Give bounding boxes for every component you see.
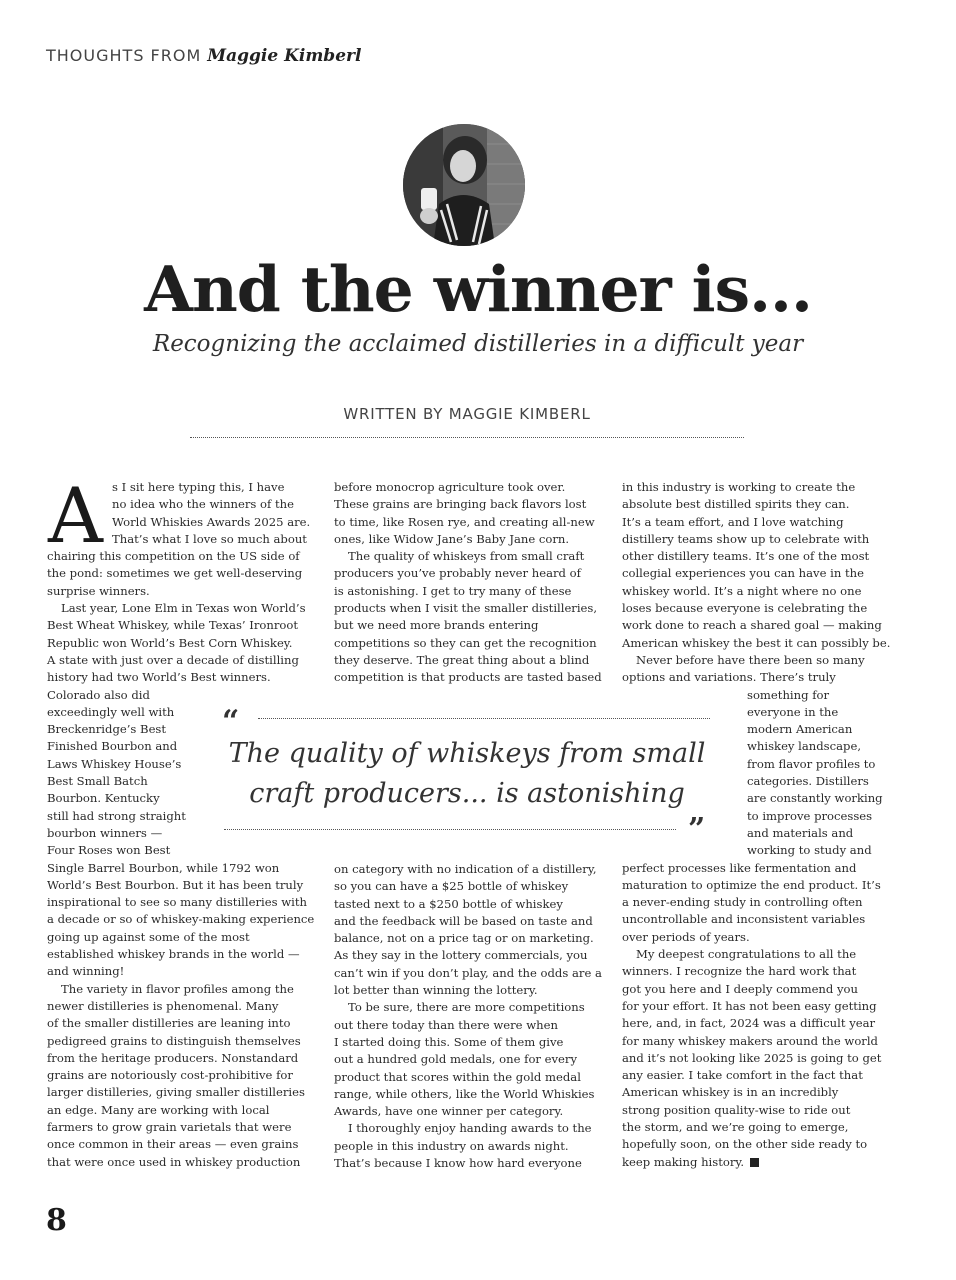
text-line: and materials and [747,825,854,840]
text-line: Single Barrel Bourbon, while 1792 won [47,860,280,875]
text-line: going up against some of the most [47,929,250,944]
text-line: got you here and I deeply commend you [622,981,858,996]
text-line: competition is that products are tasted based [334,670,602,685]
text-line: product that scores within the gold medal [334,1069,581,1084]
text-line: grains are notoriously cost-prohibitive for [47,1068,293,1083]
text-line: World’s Best Bourbon. But it has been truly [47,877,304,892]
text-line: for many whiskey makers around the world [622,1033,878,1048]
text-line: larger distilleries, giving smaller distilleries [47,1085,305,1100]
text-line: Best Small Batch [47,774,148,789]
text-line: whiskey landscape, [747,739,862,754]
text-line: products when I visit the smaller distilleries, [334,601,598,616]
text-line: s I sit here typing this, I have [112,480,285,494]
text-line: Bourbon. Kentucky [47,791,160,806]
text-line: before monocrop agriculture took over. [334,480,566,494]
text-line: Breckenridge’s Best [47,722,167,737]
text-line: winners. I recognize the hard work that [622,964,857,979]
text-line: Best Wheat Whiskey, while Texas’ Ironroot [47,618,299,633]
text-line: the pond: sometimes we get well-deserving [47,566,303,581]
text-line: other distillery teams. It’s one of the most [622,549,870,564]
text-line: exceedingly well with [47,704,175,719]
text-line: Finished Bourbon and [47,739,178,754]
text-line: producers you’ve probably never heard of [334,566,581,581]
text-line: Laws Whiskey House’s [47,756,182,771]
pull-quote-line: The quality of whiskeys from small [228,738,706,769]
text-line: perfect processes like fermentation and [622,860,857,875]
drop-cap: A [48,471,103,560]
text-line: Colorado also did [47,687,150,702]
column-1 [47,471,315,1171]
text-line: to time, like Rosen rye, and creating all-new [334,514,595,529]
text-line: can’t win if you don’t play, and the odds are a [334,965,602,980]
byline: WRITTEN BY MAGGIE KIMBERL [343,405,591,423]
text-line: newer distilleries is phenomenal. Many [47,998,279,1013]
text-line: something for [747,687,830,702]
text-line: and winning! [47,964,125,979]
text-line: for your effort. It has not been easy getting [622,998,877,1013]
text-line: ones, like Widow Jane’s Baby Jane corn. [334,531,570,546]
column-2-top [334,479,602,687]
text-line: here, and, in fact, 2024 was a difficult year [622,1016,876,1031]
text-line: from the heritage producers. Nonstandard [47,1050,299,1065]
article-subtitle: Recognizing the acclaimed distilleries in a difficult year [152,331,804,357]
text-line: balance, not on a price tag or on marketing. [334,931,594,946]
text-line: people in this industry on awards night. [334,1138,569,1153]
text-line: inspirational to see so many distilleries with [47,895,307,910]
text-line: bourbon winners — [47,825,163,840]
text-line: that were once used in whiskey production [47,1154,301,1169]
kicker-author: Maggie Kimberl [207,46,362,66]
text-line: a decade or so of whiskey-making experience [47,912,315,927]
pull-quote-rule-bottom [224,829,676,830]
text-line: so you can have a $25 bottle of whiskey [334,879,569,894]
text-line: working to study and [747,843,872,858]
text-line: uncontrollable and inconsistent variables [622,912,866,927]
text-line: from flavor profiles to [747,756,876,771]
kicker-label: THOUGHTS FROM [46,46,202,65]
text-line: farmers to grow grain varietals that were [47,1119,292,1134]
text-line: The variety in flavor profiles among the [61,981,294,996]
text-line: they deserve. The great thing about a blind [334,652,590,667]
text-line: the storm, and we’re going to emerge, [622,1119,849,1134]
text-line: but we need more brands entering [334,618,539,633]
text-line: competitions so they can get the recognition [334,635,597,650]
text-line: I thoroughly enjoy handing awards to the [348,1121,592,1136]
text-line: These grains are bringing back flavors lost [334,497,587,512]
text-line: The quality of whiskeys from small craft [348,549,585,564]
text-line: Awards, have one winner per category. [334,1104,564,1119]
text-line: to improve processes [747,808,873,823]
column-3 [622,479,890,1171]
text-line: My deepest congratulations to all the [636,947,857,962]
text-line: lot better than winning the lottery. [334,983,538,998]
text-line: distillery teams show up to celebrate with [622,531,870,546]
text-line: in this industry is working to create the [622,480,856,494]
last-text-line [622,1154,890,1171]
text-line: American whiskey is in an incredibly [622,1085,839,1100]
text-line: Four Roses won Best [47,843,171,858]
text-line: absolute best distilled spirits they can. [622,497,850,512]
text-line: categories. Distillers [747,774,869,789]
text-line: That’s because I know how hard everyone [334,1156,582,1171]
text-line: collegial experiences you can have in the [622,566,864,581]
text-line: no idea who the winners of the [112,497,294,512]
text-line: options and variations. There’s truly [622,670,836,685]
text-line: Never before have there been so many [636,652,865,667]
text-line: whiskey world. It’s a night where no one [622,583,862,598]
text-line: World Whiskies Awards 2025 are. [112,514,311,529]
text-line: That’s what I love so much about [112,531,307,546]
text-line: once common in their areas — even grains [47,1137,299,1152]
text-line: pedigreed grains to distinguish themselves [47,1033,301,1048]
text-line: out a hundred gold medals, one for every [334,1052,578,1067]
text-line: surprise winners. [47,583,150,598]
text-line: an edge. Many are working with local [47,1102,270,1117]
text-line: Republic won World’s Best Corn Whiskey. [47,635,293,650]
text-line: and it’s not looking like 2025 is going to get [622,1050,882,1065]
text-line: Last year, Lone Elm in Texas won World’s [61,601,306,616]
text-line: are constantly working [747,791,883,806]
text-line: a never-ending study in controlling often [622,895,863,910]
text-line: maturation to optimize the end product. It’s [622,877,881,892]
section-kicker [46,46,361,66]
pull-quote-open-mark: “ [222,704,240,739]
article-title: And the winner is... [144,252,812,326]
text-line: strong position quality-wise to ride out [622,1102,851,1117]
text-line: of the smaller distilleries are leaning into [47,1016,291,1031]
text-line: on category with no indication of a distillery, [334,862,597,876]
text-line: It’s a team effort, and I love watching [622,514,844,529]
page-number: 8 [46,1203,67,1238]
text-line: modern American [747,722,853,737]
text-line: any easier. I take comfort in the fact that [622,1068,863,1083]
text-line: is astonishing. I get to try many of these [334,583,572,598]
byline-divider [190,437,744,438]
text-line: everyone in the [747,704,839,719]
text-line: A state with just over a decade of distilling [47,652,299,667]
text-line: loses because everyone is celebrating the [622,601,868,616]
pull-quote-close-mark: ” [688,812,706,847]
text-line: hopefully soon, on the other side ready to [622,1137,868,1152]
text-line: established whiskey brands in the world — [47,947,300,962]
text-line: American whiskey the best it can possibly be. [622,635,891,650]
text-line: work done to reach a shared goal — making [622,618,882,633]
pull-quote-line: craft producers... is astonishing [249,778,685,809]
author-photo [403,124,525,246]
text-line: To be sure, there are more competitions [348,1000,585,1015]
text-line: chairing this competition on the US side of [47,549,300,564]
text-line: As they say in the lottery commercials, you [334,948,588,963]
text-line: over periods of years. [622,929,750,944]
end-mark-icon [750,1158,759,1167]
text-line: keep making history. [622,1154,745,1169]
text-line: still had strong straight [47,808,186,823]
text-line: and the feedback will be based on taste and [334,913,593,928]
text-line: I started doing this. Some of them give [334,1034,564,1049]
text-line: history had two World’s Best winners. [47,670,271,685]
text-line: range, while others, like the World Whiskies [334,1086,595,1101]
text-line: tasted next to a $250 bottle of whiskey [334,896,563,911]
column-2-bottom [334,861,602,1172]
text-line: out there today than there were when [334,1017,558,1032]
